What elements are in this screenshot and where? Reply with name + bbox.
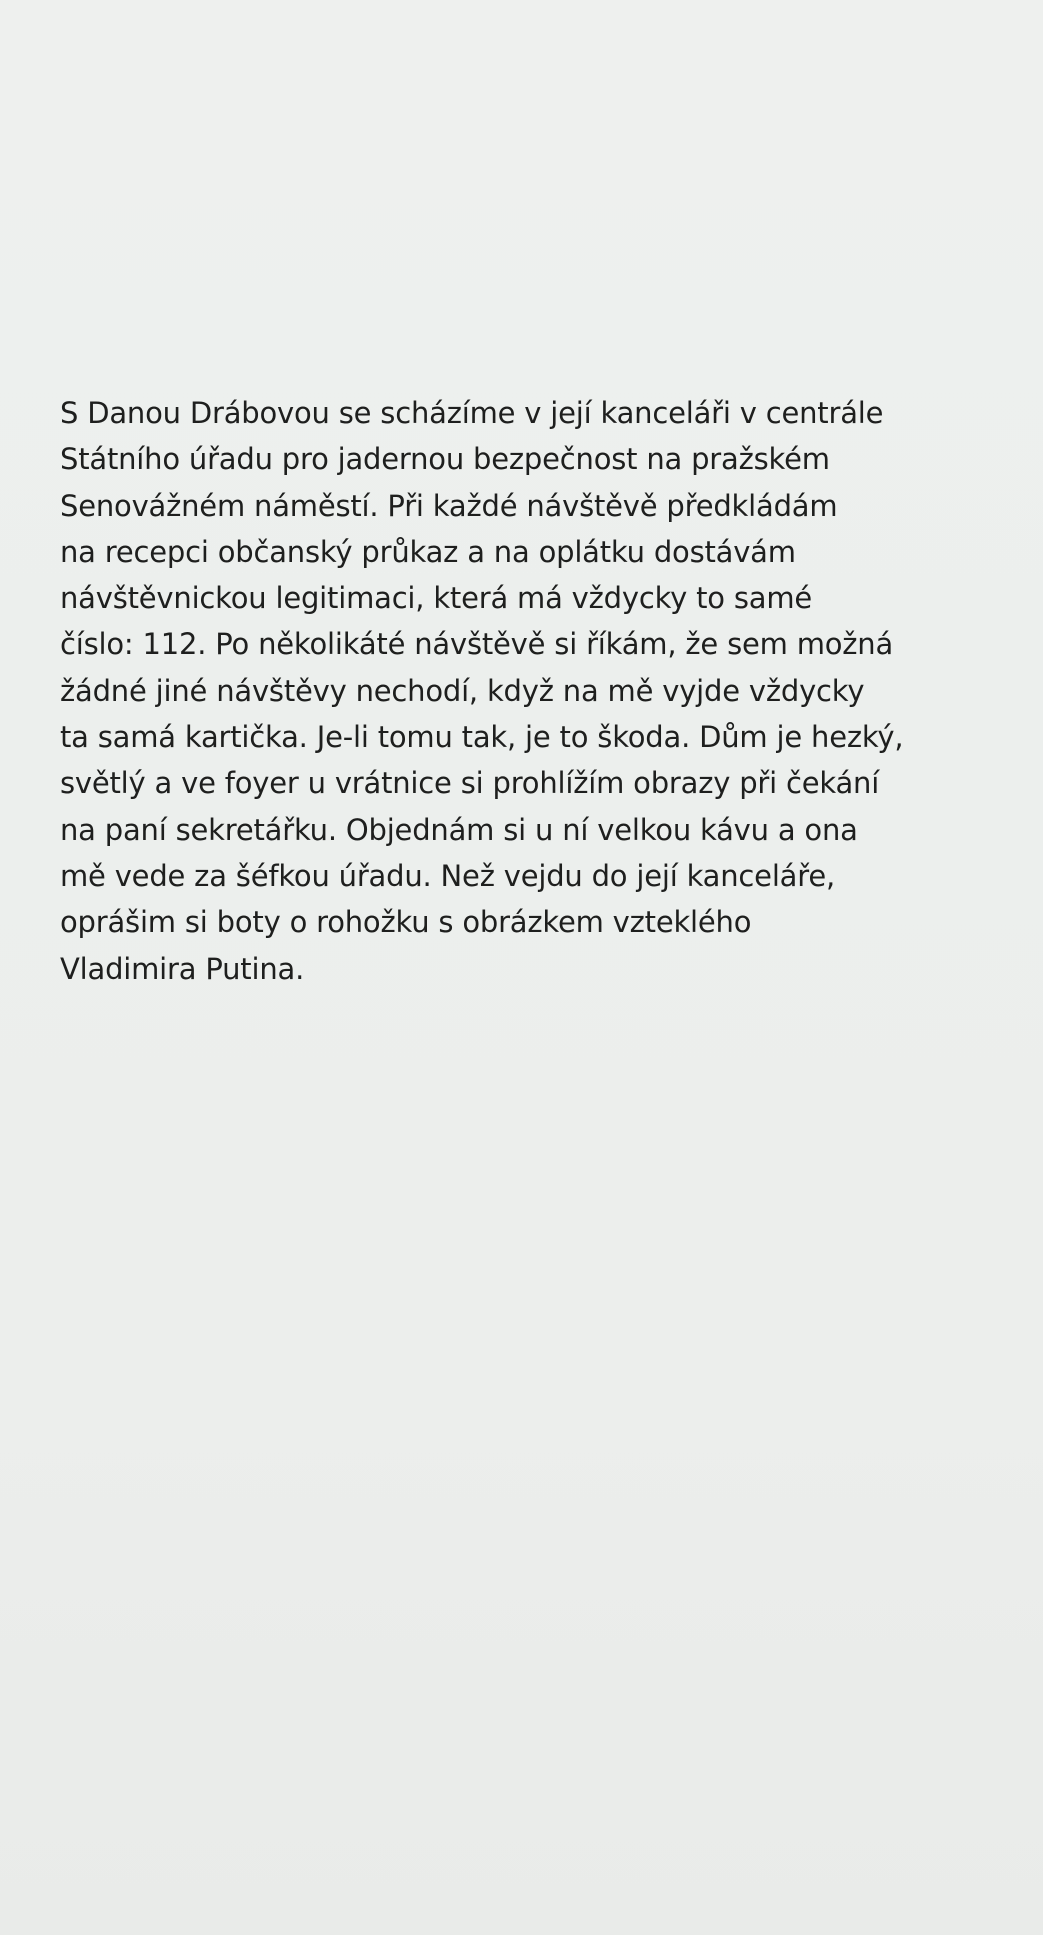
- paragraph-line: ta samá kartička. Je-li tomu tak, je to škoda. Dům je hezký,: [60, 720, 904, 755]
- paragraph-line: žádné jiné návštěvy nechodí, když na mě vyjde vždycky: [60, 673, 865, 708]
- paragraph-line: světlý a ve foyer u vrátnice si prohlížím obrazy při čekání: [60, 766, 880, 801]
- paragraph-line: Senovážném náměstí. Při každé návštěvě předkládám: [60, 488, 838, 523]
- paragraph-line: na paní sekretářku. Objednám si u ní velkou kávu a ona: [60, 812, 858, 847]
- paragraph-line: číslo: 112. Po několikáté návštěvě si říkám, že sem možná: [60, 627, 894, 662]
- body-paragraph: [60, 390, 1020, 992]
- paragraph-line: na recepci občanský průkaz a na oplátku dostávám: [60, 534, 796, 569]
- paragraph-line: Státního úřadu pro jadernou bezpečnost na pražském: [60, 442, 830, 477]
- paragraph-line: S Danou Drábovou se scházíme v její kanceláři v centrále: [60, 396, 884, 430]
- paragraph-line: návštěvnickou legitimaci, která má vždycky to samé: [60, 581, 813, 616]
- paragraph-line: oprášim si boty o rohožku s obrázkem vzteklého: [60, 905, 752, 940]
- paragraph-line: Vladimira Putina.: [60, 951, 305, 986]
- paragraph-line: mě vede za šéfkou úřadu. Než vejdu do její kanceláře,: [60, 858, 835, 893]
